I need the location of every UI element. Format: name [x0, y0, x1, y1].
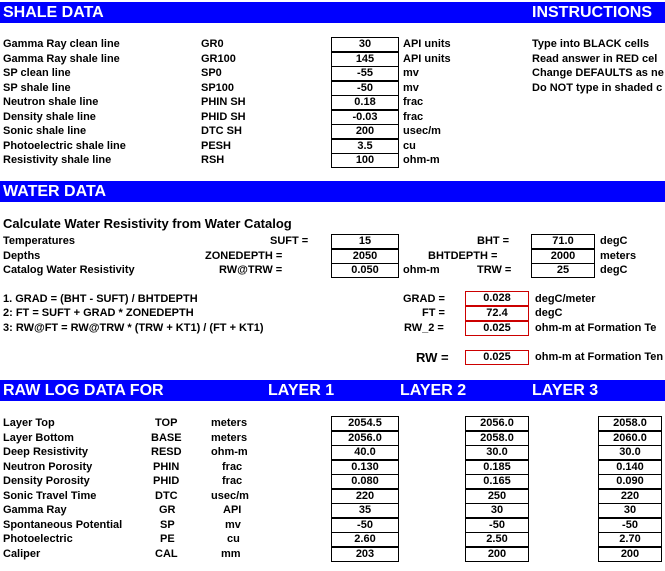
- row-unit: meters: [211, 417, 248, 429]
- shale-unit: API units: [403, 38, 451, 50]
- shale-code: GR100: [201, 53, 236, 65]
- layer2-cell[interactable]: 2.50: [465, 532, 529, 547]
- trw-unit: degC: [600, 264, 628, 276]
- row-label: Gamma Ray: [3, 504, 67, 516]
- layer1-cell[interactable]: 220: [331, 489, 399, 504]
- row-label: Deep Resistivity: [3, 446, 88, 458]
- shale-label: SP clean line: [3, 67, 71, 79]
- layer3-cell[interactable]: 200: [598, 547, 662, 562]
- shale-value-input[interactable]: 200: [331, 124, 399, 139]
- rw-label: RW =: [416, 350, 449, 365]
- formula-grad: 1. GRAD = (BHT - SUFT) / BHTDEPTH: [3, 293, 198, 305]
- layer2-cell[interactable]: 30: [465, 503, 529, 518]
- row-label: Caliper: [3, 548, 41, 560]
- shale-unit: usec/m: [403, 125, 441, 137]
- layer3-cell[interactable]: 30.0: [598, 445, 662, 460]
- grad-unit: degC/meter: [535, 293, 596, 305]
- bhtdepth-input[interactable]: 2000: [531, 249, 595, 264]
- shale-unit: frac: [403, 111, 424, 123]
- row-code: PHID: [153, 475, 180, 487]
- layer1-cell[interactable]: -50: [331, 518, 399, 533]
- rwtrw-input[interactable]: 0.050: [331, 263, 399, 278]
- row-label: Sonic Travel Time: [3, 490, 97, 502]
- catalog-label: Catalog Water Resistivity: [3, 264, 135, 276]
- layer2-cell[interactable]: 0.165: [465, 474, 529, 489]
- ft-unit: degC: [535, 307, 563, 319]
- rwtrw-unit: ohm-m: [403, 264, 440, 276]
- shale-code: DTC SH: [201, 125, 242, 137]
- layer1-cell[interactable]: 2.60: [331, 532, 399, 547]
- row-unit: mv: [225, 519, 241, 531]
- row-unit: API: [223, 504, 242, 516]
- layer1-cell[interactable]: 203: [331, 547, 399, 562]
- layer2-cell[interactable]: 2056.0: [465, 416, 529, 431]
- water-data-header: [0, 181, 665, 202]
- shale-label: Neutron shale line: [3, 96, 99, 108]
- instructions-title: INSTRUCTIONS: [532, 4, 652, 21]
- grad-result: 0.028: [465, 291, 529, 306]
- layer3-cell[interactable]: 0.140: [598, 460, 662, 475]
- bht-unit: degC: [600, 235, 628, 247]
- row-unit: usec/m: [211, 490, 249, 502]
- row-label: Photoelectric: [3, 533, 73, 545]
- rw-unit: ohm-m at Formation Ten: [535, 351, 664, 363]
- raw-log-header: [0, 380, 665, 401]
- depths-label: Depths: [3, 250, 41, 262]
- shale-label: Gamma Ray shale line: [3, 53, 120, 65]
- shale-code: GR0: [201, 38, 224, 50]
- bht-input[interactable]: 71.0: [531, 234, 595, 249]
- layer1-cell[interactable]: 2054.5: [331, 416, 399, 431]
- layer2-cell[interactable]: 0.185: [465, 460, 529, 475]
- instruction-item: Change DEFAULTS as ne: [532, 67, 664, 79]
- layer3-title: LAYER 3: [532, 382, 599, 399]
- layer3-cell[interactable]: 2060.0: [598, 431, 662, 446]
- row-unit: meters: [211, 432, 248, 444]
- shale-code: PESH: [201, 140, 231, 152]
- row-code: GR: [159, 504, 176, 516]
- shale-value-input[interactable]: 3.5: [331, 139, 399, 154]
- shale-unit: API units: [403, 53, 451, 65]
- layer2-cell[interactable]: -50: [465, 518, 529, 533]
- row-label: Layer Top: [3, 417, 55, 429]
- shale-value-input[interactable]: -0.03: [331, 110, 399, 125]
- shale-label: Photoelectric shale line: [3, 140, 126, 152]
- rw2-label: RW_2 =: [404, 322, 444, 334]
- grad-label: GRAD =: [403, 293, 445, 305]
- suft-label: SUFT =: [270, 235, 309, 247]
- rw2-unit: ohm-m at Formation Te: [535, 322, 657, 334]
- shale-unit: cu: [403, 140, 416, 152]
- formula-ft: 2: FT = SUFT + GRAD * ZONEDEPTH: [3, 307, 194, 319]
- row-unit: frac: [222, 475, 243, 487]
- row-code: RESD: [151, 446, 182, 458]
- instruction-item: Read answer in RED cel: [532, 53, 658, 65]
- zonedepth-input[interactable]: 2050: [331, 249, 399, 264]
- layer1-title: LAYER 1: [268, 382, 335, 399]
- shale-data-header: [0, 2, 665, 23]
- shale-label: Gamma Ray clean line: [3, 38, 120, 50]
- layer1-cell[interactable]: 40.0: [331, 445, 399, 460]
- layer3-cell[interactable]: -50: [598, 518, 662, 533]
- shale-unit: mv: [403, 82, 419, 94]
- shale-code: PHID SH: [201, 111, 246, 123]
- row-code: PE: [160, 533, 175, 545]
- shale-label: Sonic shale line: [3, 125, 87, 137]
- layer2-cell[interactable]: 200: [465, 547, 529, 562]
- shale-code: SP100: [201, 82, 235, 94]
- rw-result: 0.025: [465, 350, 529, 365]
- shale-value-input[interactable]: 100: [331, 153, 399, 168]
- rwtrw-label: RW@TRW =: [219, 264, 283, 276]
- shale-value-input[interactable]: 145: [331, 52, 399, 67]
- layer3-cell[interactable]: 30: [598, 503, 662, 518]
- zonedepth-label: ZONEDEPTH =: [205, 250, 283, 262]
- layer1-cell[interactable]: 0.130: [331, 460, 399, 475]
- row-unit: mm: [221, 548, 241, 560]
- shale-value-input[interactable]: -55: [331, 66, 399, 81]
- instruction-item: Do NOT type in shaded c: [532, 82, 663, 94]
- layer3-cell[interactable]: 2058.0: [598, 416, 662, 431]
- rw2-result: 0.025: [465, 321, 529, 336]
- layer3-cell[interactable]: 0.090: [598, 474, 662, 489]
- row-code: DTC: [155, 490, 178, 502]
- row-label: Neutron Porosity: [3, 461, 93, 473]
- layer1-cell[interactable]: 2056.0: [331, 431, 399, 446]
- row-code: CAL: [155, 548, 178, 560]
- bhtdepth-unit: meters: [600, 250, 637, 262]
- trw-input[interactable]: 25: [531, 263, 595, 278]
- shale-unit: frac: [403, 96, 424, 108]
- formula-rwft: 3: RW@FT = RW@TRW * (TRW + KT1) / (FT + KT1): [3, 322, 264, 334]
- shale-value-input[interactable]: 0.18: [331, 95, 399, 110]
- row-code: BASE: [151, 432, 182, 444]
- temperatures-label: Temperatures: [3, 235, 75, 247]
- layer3-cell[interactable]: 2.70: [598, 532, 662, 547]
- layer2-cell[interactable]: 250: [465, 489, 529, 504]
- shale-label: Resistivity shale line: [3, 154, 112, 166]
- water-data-title: WATER DATA: [3, 183, 107, 200]
- row-code: TOP: [155, 417, 178, 429]
- layer1-cell[interactable]: 0.080: [331, 474, 399, 489]
- row-unit: frac: [222, 461, 243, 473]
- layer2-cell[interactable]: 30.0: [465, 445, 529, 460]
- row-label: Layer Bottom: [3, 432, 74, 444]
- ft-label: FT =: [422, 307, 445, 319]
- row-code: SP: [160, 519, 175, 531]
- layer1-cell[interactable]: 35: [331, 503, 399, 518]
- shale-label: Density shale line: [3, 111, 96, 123]
- shale-data-title: SHALE DATA: [3, 4, 104, 21]
- instruction-item: Type into BLACK cells: [532, 38, 650, 50]
- shale-unit: ohm-m: [403, 154, 440, 166]
- raw-log-title: RAW LOG DATA FOR: [3, 382, 164, 399]
- shale-code: RSH: [201, 154, 225, 166]
- trw-label: TRW =: [477, 264, 512, 276]
- layer3-cell[interactable]: 220: [598, 489, 662, 504]
- row-unit: ohm-m: [211, 446, 248, 458]
- shale-value-input[interactable]: 30: [331, 37, 399, 52]
- layer2-title: LAYER 2: [400, 382, 467, 399]
- suft-input[interactable]: 15: [331, 234, 399, 249]
- shale-label: SP shale line: [3, 82, 71, 94]
- bht-label: BHT =: [477, 235, 510, 247]
- row-code: PHIN: [153, 461, 180, 473]
- row-label: Density Porosity: [3, 475, 90, 487]
- shale-code: SP0: [201, 67, 222, 79]
- water-calc-title: Calculate Water Resistivity from Water Catalog: [3, 216, 292, 231]
- shale-value-input[interactable]: -50: [331, 81, 399, 96]
- row-unit: cu: [227, 533, 240, 545]
- layer2-cell[interactable]: 2058.0: [465, 431, 529, 446]
- shale-unit: mv: [403, 67, 419, 79]
- shale-code: PHIN SH: [201, 96, 246, 108]
- ft-result: 72.4: [465, 306, 529, 321]
- bhtdepth-label: BHTDEPTH =: [428, 250, 498, 262]
- row-label: Spontaneous Potential: [3, 519, 123, 531]
